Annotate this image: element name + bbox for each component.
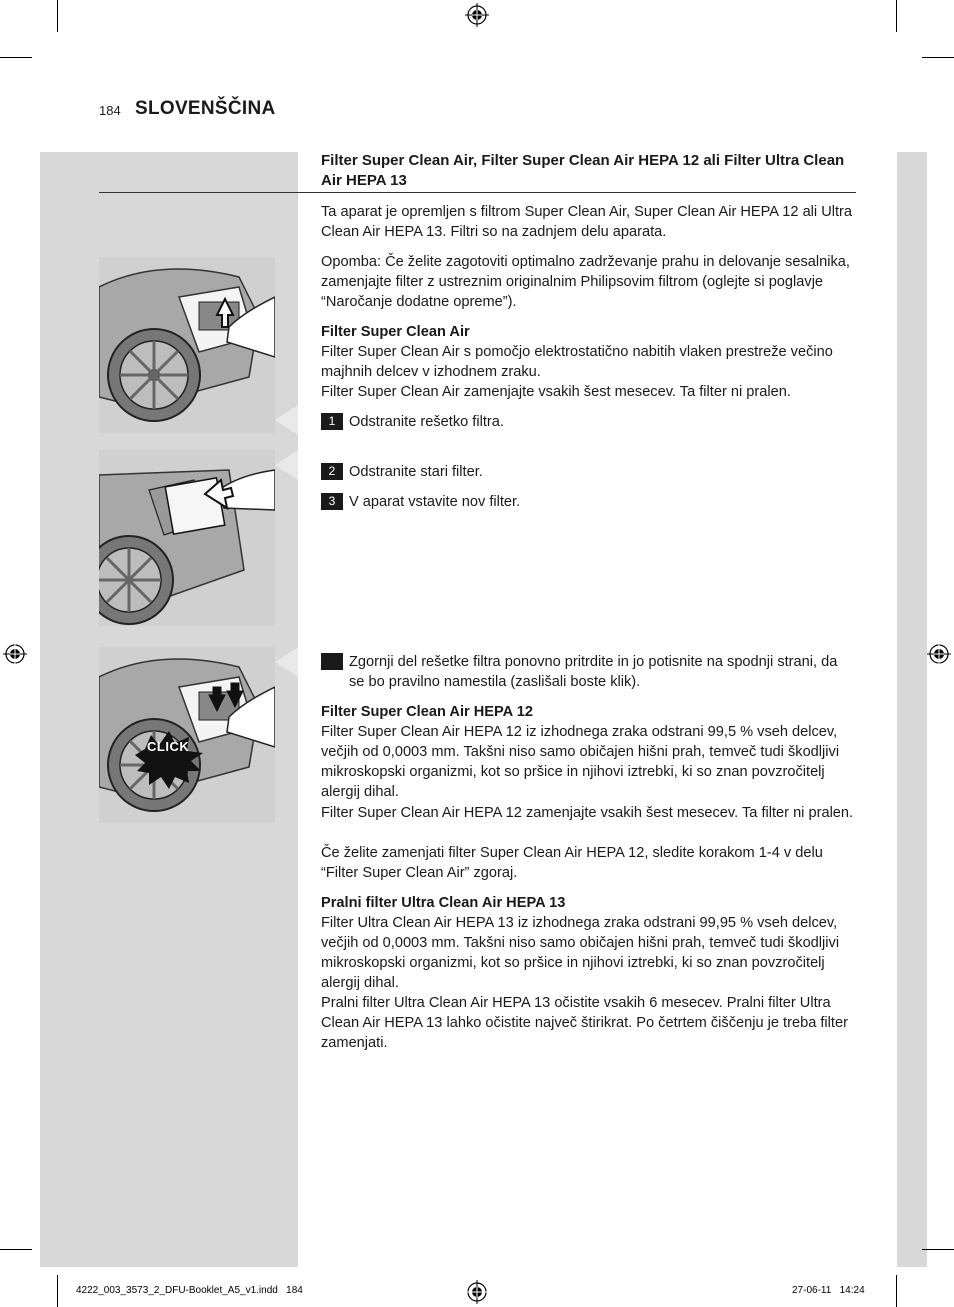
crop-mark — [896, 1275, 897, 1307]
step-text: Zgornji del rešetke filtra ponovno pritrdite in jo potisnite na spodnji strani, da se bo pravilno namestila (zaslišali boste klik). — [349, 654, 838, 690]
right-grey-band — [897, 152, 927, 1267]
step-text: V aparat vstavite nov filter. — [349, 494, 521, 510]
section-title: Filter Super Clean Air, Filter Super Clean Air HEPA 12 ali Filter Ultra Clean Air HEPA 13 — [321, 152, 845, 189]
step-4 — [314, 652, 856, 692]
pointer-arrow-icon — [275, 450, 298, 480]
footer-file-info: 4222_003_3573_2_DFU-Booklet_A5_v1.indd 184 — [76, 1285, 303, 1296]
hepa13-body-2: Pralni filter Ultra Clean Air HEPA 13 očistite vsakih 6 mesecev. Pralni filter Ultra Clean Air HEPA 13 lahko očistite največ štirikrat. Po četrtem čiščenju je treba filter zamenjati. — [321, 995, 848, 1051]
note-paragraph: Opomba: Če želite zagotoviti optimalno zadrževanje prahu in delovanje sesalnika, zamenjajte filter z ustreznim originalnim Philipsovim filtrom (oglejte si poglavje “Naročanje dodatne opreme”). — [321, 254, 850, 310]
hepa12-body-2: Filter Super Clean Air HEPA 12 zamenjajte vsakih šest mesecev. Ta filter ni pralen. — [321, 805, 854, 821]
pointer-arrow-icon — [275, 647, 298, 677]
step-text: Odstranite rešetko filtra. — [349, 414, 504, 430]
crop-mark — [922, 57, 954, 58]
crop-mark — [922, 1249, 954, 1250]
crop-mark — [896, 0, 897, 32]
hepa12-body-1: Filter Super Clean Air HEPA 12 iz izhodnega zraka odstrani 99,5 % vseh delcev, večjih od 0,0003 mm. Takšni niso samo običajen hišni prah, temveč tudi škodljivi mikroskopski organizmi, kot so pršice in njihovi iztrebki, ki so znan povzročitelj alergij dihal. — [321, 724, 840, 800]
hepa12-body-3: Če želite zamenjati filter Super Clean Air HEPA 12, sledite korakom 1-4 v delu “Filter Super Clean Air” zgoraj. — [321, 845, 823, 881]
registration-mark-icon — [3, 642, 27, 666]
step-number-badge: 3 — [321, 493, 343, 510]
footer-date: 27-06-11 14:24 — [792, 1285, 865, 1296]
registration-mark-icon — [927, 642, 951, 666]
step-1 — [321, 412, 856, 432]
crop-mark — [57, 0, 58, 32]
illustration-remove-grille — [99, 257, 275, 433]
language-heading: SLOVENŠČINA — [135, 98, 276, 119]
illustration-reattach-grille — [99, 647, 275, 823]
hepa13-body-1: Filter Ultra Clean Air HEPA 13 iz izhodnega zraka odstrani 99,95 % vseh delcev, večjih od 0,0003 mm. Takšni niso samo običajen hišni prah, temveč tudi škodljivi mikroskopski organizmi, kot so pršice in njihovi iztrebki, ki so znan povzročitelj alergij dihal. — [321, 915, 840, 991]
step-text: Odstranite stari filter. — [349, 464, 483, 480]
hepa13-heading: Pralni filter Ultra Clean Air HEPA 13 — [321, 895, 566, 911]
crop-mark — [0, 1249, 32, 1250]
click-label: CLICK — [147, 739, 190, 754]
step-number-badge: 2 — [321, 463, 343, 480]
vacuum-cleaner-icon — [99, 257, 275, 433]
hepa12-heading: Filter Super Clean Air HEPA 12 — [321, 704, 533, 720]
illustration-replace-filter — [99, 450, 275, 626]
vacuum-cleaner-icon — [99, 647, 275, 823]
section-divider — [99, 192, 856, 193]
step-number-badge: 1 — [321, 413, 343, 430]
pointer-arrow-icon — [275, 405, 298, 435]
super-clean-air-heading: Filter Super Clean Air — [321, 324, 470, 340]
page-number: 184 — [99, 103, 121, 118]
step-2 — [321, 462, 856, 482]
crop-mark — [0, 57, 32, 58]
registration-mark-icon — [465, 1280, 489, 1304]
step-3 — [321, 492, 856, 512]
intro-paragraph: Ta aparat je opremljen s filtrom Super Clean Air, Super Clean Air HEPA 12 ali Ultra Clean Air HEPA 13. Filtri so na zadnjem delu aparata. — [321, 204, 853, 240]
super-clean-air-body-1: Filter Super Clean Air s pomočjo elektrostatično nabitih vlaken prestreže večino majhnih delcev v izhodnem zraku. — [321, 344, 833, 380]
crop-mark — [57, 1275, 58, 1307]
super-clean-air-body-2: Filter Super Clean Air zamenjajte vsakih šest mesecev. Ta filter ni pralen. — [321, 384, 791, 400]
vacuum-cleaner-icon — [99, 450, 275, 626]
registration-mark-icon — [465, 3, 489, 27]
step-number-badge: 4 — [321, 653, 343, 670]
